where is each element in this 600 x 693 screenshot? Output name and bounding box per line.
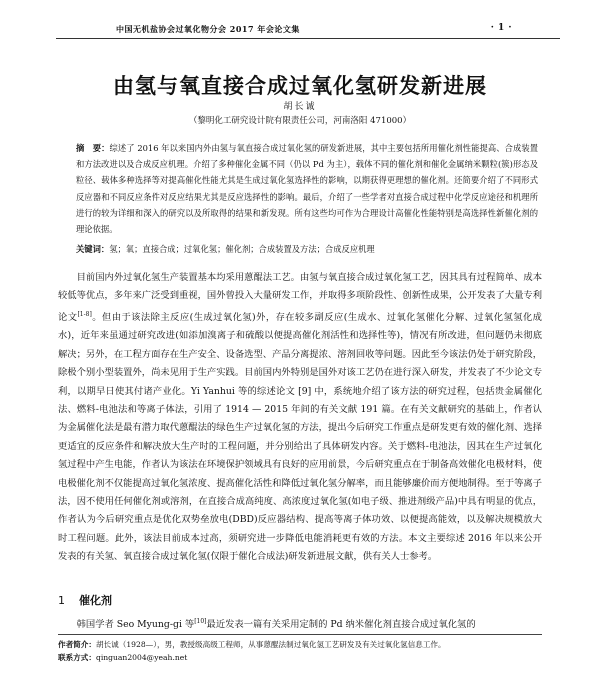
footnote-bio-text: 胡长诚（1928—），男，教授级高级工程师，从事蒽醌法制过氧化氢工艺研发及有关过氧化氢信息工作。: [95, 640, 446, 649]
footnote-contact-label: 联系方式：: [58, 653, 96, 662]
abstract-label: 摘 要：: [76, 143, 110, 153]
footnote-contact-email: qinguan2004@yeah.net: [95, 653, 188, 662]
author-name: 胡长诚: [283, 102, 317, 112]
footnote-bio-label: 作者简介：: [58, 640, 96, 649]
intro-text-cont: 。但由于该法除主反应(生成过氧化氢)外，存在较多副反应(生成水、过氧化氢催化分解、过氧化氢氢化成水)，近年来虽通过研究改进(如添加溴离子和硫酸以便提高催化剂活性和选择性等)，情况有所改进，但问题仍未彻底解决；另外，在工程方面存在生产安全、设备选型、产品分离提浓、溶剂回收等问题。因此至今该法仍处于研究阶段，除极个别小型装置外，尚未见用于生产实践。目前国内外特别是国外对该工艺仍在进行深入研发，并发表了不少论文专利，以期早日使其付诸产业化。Yi Yanhui 等的综述论文 [9] 中，系统地介绍了该方法的研究过程，包括贵金属催化法、燃料-电池法和等离子体法，引用了 1914 — 2015 年间的有关文献 191 篇。在有关文献研究的基础上，作者认为金属催化法是最有潜力取代蒽醌法的绿色生产过氧化氢的方法，提出今后研究工作重点是研发更有效的催化剂、选择更适宜的反应条件和解决放大生产时的工程问题，并分别给出了具体研发内容。关于燃料-电池法，因其在生产过氧化氢过程中产生电能，作者认为该法在环境保护领域具有良好的应用前景，今后研究重点在于制备高效催化电极材料，使电极催化剂不仅能提高过氧化氢浓度、提高催化活性和降低过氧化氢分解率，而且能够廉价而方便地制得。至于等离子法，因不使用任何催化剂或溶剂，在直接合成高纯度、高浓度过氧化氢(如电子级、推进剂级产品)中具有明显的优点，作者认为今后研究重点是优化双势垒放电(DBD)反应器结构、提高等离子体功效、以便提高能效，以及解决规模放大时工程问题。此外，该法目前成本过高，须研究进一步降低电能消耗更有效的方法。本文主要综述 2016 年以来公开发表的有关氢、氧直接合成过氧化氢(仅限于催化合成法)研发新进展文献，供有关人士参考。: [58, 311, 542, 563]
page-number: · 1 ·: [490, 23, 512, 33]
author-affiliation: （黎明化工研究设计院有限责任公司，河南洛阳 471000）: [188, 116, 412, 126]
keywords-label: 关键词：: [76, 244, 110, 254]
citation-ref: [1-8]: [77, 310, 92, 318]
section-title: 催化剂: [79, 594, 112, 607]
section-number: 1: [58, 594, 65, 607]
abstract: [76, 140, 538, 237]
journal-title: 中国无机盐协会过氧化物分会 2017 年会论文集: [116, 24, 300, 34]
footnote: [58, 638, 542, 664]
section-citation: [10]: [194, 618, 207, 625]
article-title: 由氢与氧直接合成过氧化氢研发新进展: [113, 74, 487, 98]
abstract-text: 综述了 2016 年以来国内外由氢与氧直接合成过氧化氢的研发新进展，其中主要包括所用催化剂性能提高、合成装置和方法改进以及合成反应机理。介绍了多种催化金属不同（仍以 Pd 为主），载体不同的催化剂和催化金属纳米颗粒(簇)形态及粒径、载体多种选择等对提高催化性能尤其是生成过氧化氢选择性的影响，以期获得更理想的催化剂。还简要介绍了不同形式反应器和不同反应条件对反应结果尤其是反应选择性的影响。最后，介绍了一些学者对直接合成过程中化学反应途径和机理所进行的较为详细和深入的研究以及所取得的结果和新发现。所有这些均可作为合理设计高催化性能特别是高选择性新催化剂的理论依据。: [76, 143, 538, 235]
section-text-cont: 最近发表一篇有关采用定制的 Pd 纳米催化剂直接合成过氧化氢的: [206, 619, 476, 631]
section-text-start: 韩国学者 Seo Myung-gi 等: [76, 619, 195, 631]
keywords-text: 氢；氧；直接合成；过氧化氢；催化剂；合成装置及方法；合成反应机理: [109, 244, 375, 254]
footnote-divider: [58, 634, 542, 635]
section-heading: [58, 592, 112, 608]
introduction-paragraph: [58, 269, 542, 567]
intro-text: 目前国内外过氧化氢生产装置基本均采用蒽醌法工艺。由氢与氧直接合成过氧化氢工艺，因其具有过程简单、成本较低等优点，多年来广泛受到重视，国外曾投入大量研发工作，并取得多项阶段性、创新性成果，公开发表了大量专利论文: [58, 272, 542, 323]
keywords: [76, 242, 538, 256]
running-header: [56, 22, 560, 39]
section-paragraph: [58, 614, 542, 633]
